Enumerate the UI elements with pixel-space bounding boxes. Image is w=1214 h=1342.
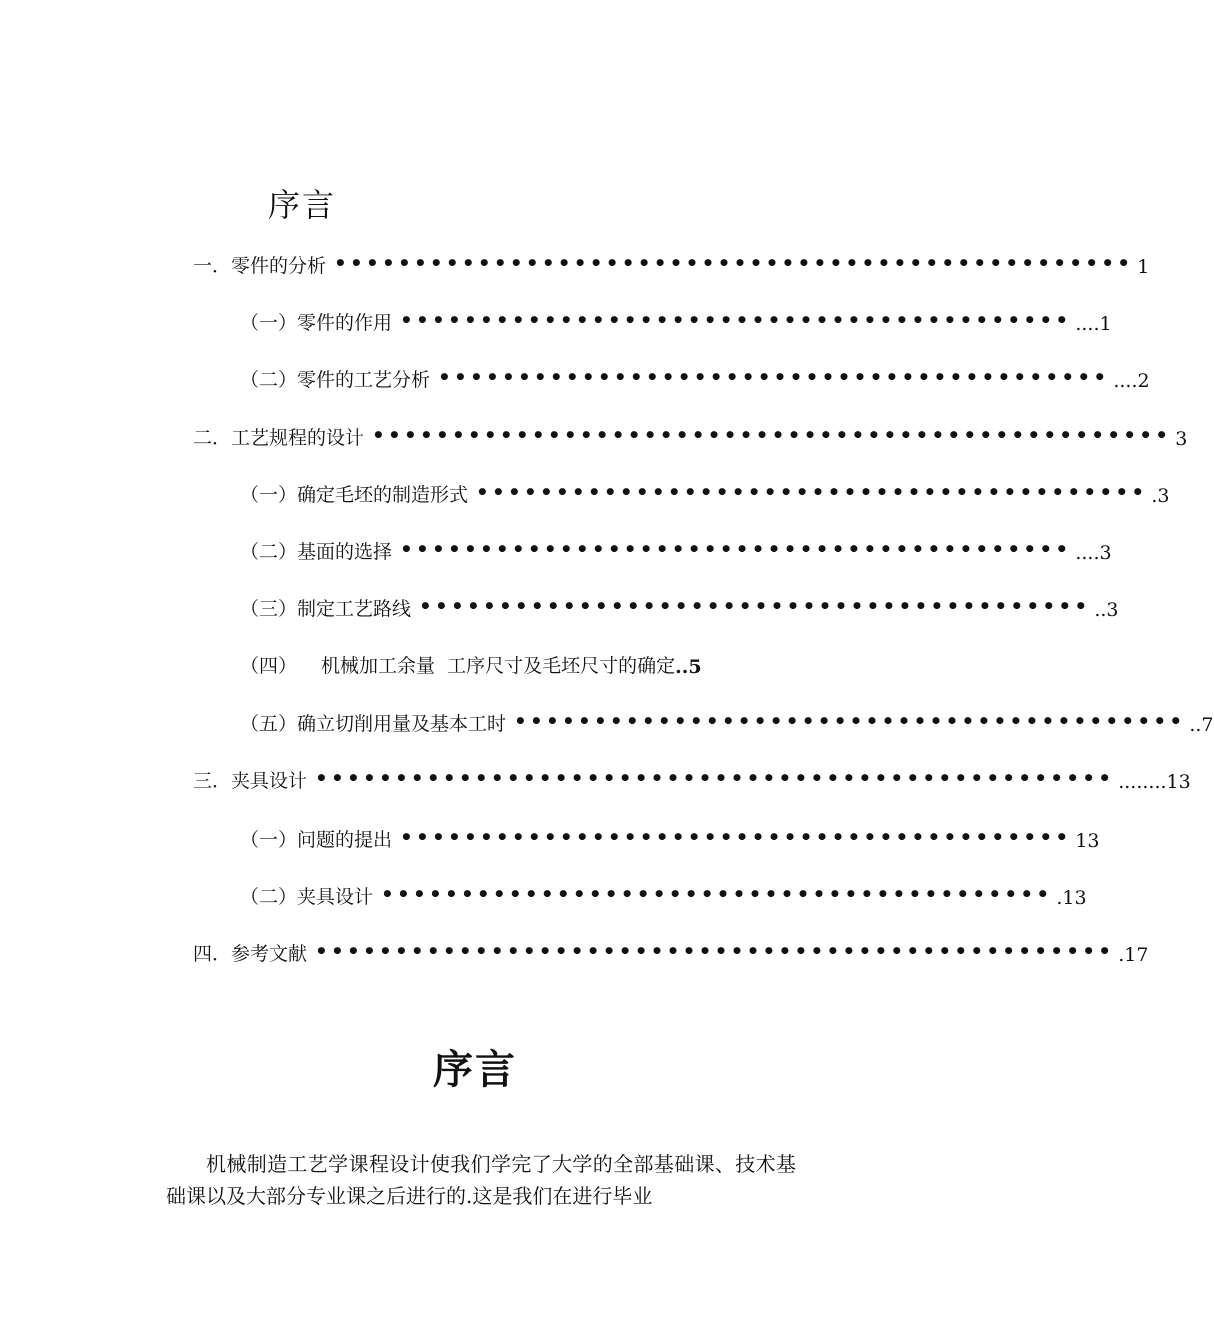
toc-entry-number: （五） xyxy=(240,713,298,735)
toc-entry-number: （一） xyxy=(240,312,298,334)
toc-entry[interactable] xyxy=(240,825,1100,852)
toc-leader-dots: •••••••••••••••••••••••••••••••••••••••••• xyxy=(381,882,1053,906)
toc-entry[interactable] xyxy=(193,939,1149,966)
toc-entry[interactable] xyxy=(240,652,770,678)
body-paragraph: 机械制造工艺学课程设计使我们学完了大学的全部基础课、技术基础课以及大部分专业课之后进行的.这是我们在进行毕业 xyxy=(166,1152,796,1208)
section-heading: 序言 xyxy=(433,1046,517,1093)
toc-leader-dots: •••••••••••••••••••••••••••••••••••••••••••••••••• xyxy=(372,423,1172,447)
toc-leader-dots: •••••••••••••••••••••••••••••••••••••••••• xyxy=(514,709,1186,733)
toc-entry[interactable] xyxy=(240,365,1150,392)
toc-entry-label: 工艺规程的设计 xyxy=(231,427,365,449)
toc-entry-number: （一） xyxy=(240,484,298,506)
toc-entry-label: 零件的工艺分析 xyxy=(297,369,431,391)
toc-entry-page: 1 xyxy=(1137,256,1150,278)
toc-entry-number: （三） xyxy=(240,598,298,620)
toc-entry[interactable] xyxy=(240,537,1112,564)
toc-entry[interactable] xyxy=(240,709,1214,736)
toc-entry-number: （一） xyxy=(240,829,298,851)
toc-entry-number: （二） xyxy=(240,369,298,391)
toc-entry-number: 二． xyxy=(193,427,232,449)
toc-entry-label: 参考文献 xyxy=(231,943,308,965)
toc-entry-label: 夹具设计 xyxy=(297,886,374,908)
toc-entry-page: ..5 xyxy=(675,656,702,678)
toc-title: 序言 xyxy=(268,186,337,224)
toc-entry-number: （二） xyxy=(240,541,298,563)
toc-entry-page: 3 xyxy=(1175,428,1188,450)
toc-entry[interactable] xyxy=(240,594,1119,621)
toc-entry-label: 确定毛坯的制造形式 xyxy=(297,484,469,506)
toc-entry-label: 零件的分析 xyxy=(231,255,327,277)
toc-entry-number: （二） xyxy=(240,886,298,908)
toc-entry-page: .3 xyxy=(1151,485,1170,507)
toc-leader-dots: •••••••••••••••••••••••••••••••••••••••••••••••••• xyxy=(315,939,1115,963)
toc-entry-label: 问题的提出 xyxy=(297,829,393,851)
toc-leader-dots: •••••••••••••••••••••••••••••••••••••••••••••••••• xyxy=(334,251,1134,275)
toc-entry-page: 13 xyxy=(1075,830,1100,852)
toc-entry-page: ........13 xyxy=(1118,771,1191,793)
toc-entry-page: ..3 xyxy=(1094,599,1119,621)
toc-entry[interactable] xyxy=(193,251,1150,278)
toc-entry-label: 制定工艺路线 xyxy=(297,598,412,620)
toc-entry-label: 零件的作用 xyxy=(297,312,393,334)
toc-entry-number: 四． xyxy=(193,943,232,965)
toc-entry-page: ....3 xyxy=(1075,542,1112,564)
toc-leader-dots: •••••••••••••••••••••••••••••••••••••••••• xyxy=(400,308,1072,332)
toc-entry[interactable] xyxy=(240,882,1087,909)
toc-entry-page: .17 xyxy=(1118,944,1149,966)
toc-entry-page: ..7 xyxy=(1189,714,1214,736)
toc-leader-dots: •••••••••••••••••••••••••••••••••••••••••• xyxy=(419,594,1091,618)
toc-entry-label: 夹具设计 xyxy=(231,770,308,792)
toc-entry-page: .13 xyxy=(1056,887,1087,909)
toc-entry[interactable] xyxy=(240,308,1112,335)
toc-leader-dots: •••••••••••••••••••••••••••••••••••••••••• xyxy=(400,825,1072,849)
toc-entry-label: 机械加工余量 工序尺寸及毛坯尺寸的确定 xyxy=(321,655,676,677)
toc-entry-label: 基面的选择 xyxy=(297,541,393,563)
toc-entry-number: （四） xyxy=(240,655,298,677)
toc-entry[interactable] xyxy=(193,766,1191,793)
toc-leader-dots: •••••••••••••••••••••••••••••••••••••••••• xyxy=(438,365,1110,389)
toc-leader-dots: •••••••••••••••••••••••••••••••••••••••••• xyxy=(476,480,1148,504)
toc-entry-page: ....2 xyxy=(1113,370,1150,392)
toc-leader-dots: •••••••••••••••••••••••••••••••••••••••••• xyxy=(400,537,1072,561)
toc-entry[interactable] xyxy=(240,480,1170,507)
toc-entry-number: 三． xyxy=(193,770,232,792)
toc-entry-number: 一． xyxy=(193,255,232,277)
toc-entry[interactable] xyxy=(193,423,1188,450)
toc-leader-dots: •••••••••••••••••••••••••••••••••••••••••••••••••• xyxy=(315,766,1115,790)
toc-entry-label: 确立切削用量及基本工时 xyxy=(297,713,507,735)
toc-entry-page: ....1 xyxy=(1075,313,1112,335)
